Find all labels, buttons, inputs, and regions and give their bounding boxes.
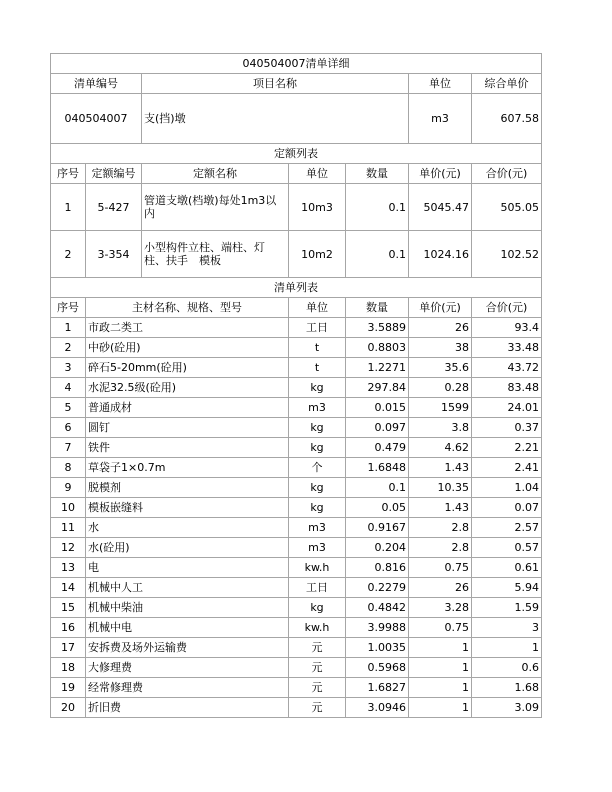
name-header: 项目名称 — [142, 74, 409, 94]
material-row-no: 5 — [51, 398, 86, 418]
material-row-unit: kg — [289, 418, 346, 438]
material-row-total: 3 — [472, 618, 542, 638]
material-row-no: 8 — [51, 458, 86, 478]
material-row-qty: 0.9167 — [346, 518, 409, 538]
material-row-price: 1.43 — [409, 498, 472, 518]
quota-row-code: 5-427 — [86, 184, 142, 231]
quota-column-header: 单价(元) — [409, 164, 472, 184]
material-row-unit: m3 — [289, 518, 346, 538]
material-row-name: 水 — [86, 518, 289, 538]
material-row-qty: 0.479 — [346, 438, 409, 458]
material-row-price: 10.35 — [409, 478, 472, 498]
material-row — [51, 458, 542, 478]
material-row-total: 0.07 — [472, 498, 542, 518]
material-row-price: 0.75 — [409, 618, 472, 638]
quota-column-header: 定额名称 — [142, 164, 289, 184]
material-row — [51, 538, 542, 558]
material-row-total: 1.59 — [472, 598, 542, 618]
quota-row-name: 管道支墩(档墩)每处1m3以内 — [142, 184, 289, 231]
material-row-no: 2 — [51, 338, 86, 358]
material-row-qty: 0.816 — [346, 558, 409, 578]
material-row-no: 11 — [51, 518, 86, 538]
material-row-total: 24.01 — [472, 398, 542, 418]
material-column-header: 单位 — [289, 298, 346, 318]
material-row — [51, 558, 542, 578]
material-row-name: 铁件 — [86, 438, 289, 458]
material-row-qty: 0.8803 — [346, 338, 409, 358]
quota-row-qty: 0.1 — [346, 231, 409, 278]
material-row-price: 0.28 — [409, 378, 472, 398]
material-row-name: 模板嵌缝料 — [86, 498, 289, 518]
material-column-header: 主材名称、规格、型号 — [86, 298, 289, 318]
material-row-name: 大修理费 — [86, 658, 289, 678]
material-row — [51, 378, 542, 398]
material-row — [51, 698, 542, 718]
material-row-price: 38 — [409, 338, 472, 358]
material-row-no: 12 — [51, 538, 86, 558]
material-row-total: 1 — [472, 638, 542, 658]
material-row-no: 4 — [51, 378, 86, 398]
item-unit: m3 — [409, 94, 472, 144]
material-row-no: 14 — [51, 578, 86, 598]
material-row — [51, 678, 542, 698]
material-row-no: 17 — [51, 638, 86, 658]
material-row-unit: 个 — [289, 458, 346, 478]
material-row-total: 93.4 — [472, 318, 542, 338]
material-row — [51, 578, 542, 598]
material-row-name: 经常修理费 — [86, 678, 289, 698]
material-row-no: 13 — [51, 558, 86, 578]
material-row-price: 1599 — [409, 398, 472, 418]
material-row-price: 26 — [409, 318, 472, 338]
quota-column-header: 定额编号 — [86, 164, 142, 184]
material-row — [51, 418, 542, 438]
quota-column-header: 合价(元) — [472, 164, 542, 184]
material-row — [51, 518, 542, 538]
material-row-name: 机械中柴油 — [86, 598, 289, 618]
material-row-name: 安拆费及场外运输费 — [86, 638, 289, 658]
material-row-qty: 3.5889 — [346, 318, 409, 338]
material-row-name: 电 — [86, 558, 289, 578]
material-row-price: 2.8 — [409, 538, 472, 558]
quota-row — [51, 184, 542, 231]
quota-row-no: 2 — [51, 231, 86, 278]
material-row-no: 15 — [51, 598, 86, 618]
material-row-qty: 297.84 — [346, 378, 409, 398]
material-row-name: 普通成材 — [86, 398, 289, 418]
material-row-price: 1 — [409, 658, 472, 678]
material-row-qty: 0.204 — [346, 538, 409, 558]
material-row-total: 3.09 — [472, 698, 542, 718]
quota-row-unit: 10m3 — [289, 184, 346, 231]
material-row-total: 0.37 — [472, 418, 542, 438]
quota-row-unit: 10m2 — [289, 231, 346, 278]
material-row-no: 6 — [51, 418, 86, 438]
material-column-header: 单价(元) — [409, 298, 472, 318]
material-row-qty: 1.6848 — [346, 458, 409, 478]
material-row-price: 4.62 — [409, 438, 472, 458]
material-row — [51, 338, 542, 358]
material-row-unit: 元 — [289, 678, 346, 698]
quota-row-qty: 0.1 — [346, 184, 409, 231]
material-row-total: 33.48 — [472, 338, 542, 358]
material-row-name: 圆钉 — [86, 418, 289, 438]
quota-row-total: 505.05 — [472, 184, 542, 231]
material-row-price: 1.43 — [409, 458, 472, 478]
material-column-header: 数量 — [346, 298, 409, 318]
material-row-name: 折旧费 — [86, 698, 289, 718]
material-row — [51, 498, 542, 518]
material-row-total: 1.04 — [472, 478, 542, 498]
material-row-no: 1 — [51, 318, 86, 338]
material-row-unit: kg — [289, 598, 346, 618]
material-row-unit: 元 — [289, 638, 346, 658]
material-row-qty: 3.9988 — [346, 618, 409, 638]
material-row-qty: 0.015 — [346, 398, 409, 418]
material-row — [51, 658, 542, 678]
material-row-total: 2.41 — [472, 458, 542, 478]
material-row-price: 1 — [409, 638, 472, 658]
material-row-no: 18 — [51, 658, 86, 678]
material-row-qty: 0.1 — [346, 478, 409, 498]
material-row-name: 脱模剂 — [86, 478, 289, 498]
quota-row — [51, 231, 542, 278]
item-price: 607.58 — [472, 94, 542, 144]
quota-row-total: 102.52 — [472, 231, 542, 278]
material-row-unit: t — [289, 338, 346, 358]
material-row-qty: 1.0035 — [346, 638, 409, 658]
quota-column-header: 单位 — [289, 164, 346, 184]
material-row-unit: 工日 — [289, 318, 346, 338]
unit-header: 单位 — [409, 74, 472, 94]
material-row-qty: 0.5968 — [346, 658, 409, 678]
material-row-total: 5.94 — [472, 578, 542, 598]
material-row-qty: 0.4842 — [346, 598, 409, 618]
material-row-qty: 0.05 — [346, 498, 409, 518]
quota-row-price: 1024.16 — [409, 231, 472, 278]
material-row-total: 43.72 — [472, 358, 542, 378]
quota-row-no: 1 — [51, 184, 86, 231]
material-row-qty: 1.2271 — [346, 358, 409, 378]
material-row-unit: t — [289, 358, 346, 378]
material-row-unit: kg — [289, 478, 346, 498]
material-row-unit: m3 — [289, 398, 346, 418]
material-row — [51, 318, 542, 338]
material-row-no: 16 — [51, 618, 86, 638]
quota-row-price: 5045.47 — [409, 184, 472, 231]
material-row — [51, 478, 542, 498]
material-section-title: 清单列表 — [51, 278, 542, 298]
material-row-qty: 1.6827 — [346, 678, 409, 698]
material-column-header: 合价(元) — [472, 298, 542, 318]
material-row — [51, 598, 542, 618]
page-title: 040504007清单详细 — [51, 54, 542, 74]
material-column-header: 序号 — [51, 298, 86, 318]
material-row-name: 水泥32.5级(砼用) — [86, 378, 289, 398]
material-row-price: 1 — [409, 698, 472, 718]
material-row-price: 1 — [409, 678, 472, 698]
material-row-unit: kg — [289, 438, 346, 458]
material-row-unit: kw.h — [289, 558, 346, 578]
material-row-price: 2.8 — [409, 518, 472, 538]
material-row-total: 83.48 — [472, 378, 542, 398]
material-row-unit: kg — [289, 378, 346, 398]
material-row-name: 机械中电 — [86, 618, 289, 638]
material-row-total: 0.57 — [472, 538, 542, 558]
material-row-name: 机械中人工 — [86, 578, 289, 598]
material-row-no: 10 — [51, 498, 86, 518]
material-row — [51, 638, 542, 658]
material-row — [51, 438, 542, 458]
material-row-price: 3.28 — [409, 598, 472, 618]
material-row-name: 市政二类工 — [86, 318, 289, 338]
quota-column-header: 序号 — [51, 164, 86, 184]
material-row-total: 2.21 — [472, 438, 542, 458]
material-row-price: 35.6 — [409, 358, 472, 378]
material-row-name: 碎石5-20mm(砼用) — [86, 358, 289, 378]
material-row-price: 0.75 — [409, 558, 472, 578]
material-row-qty: 0.097 — [346, 418, 409, 438]
material-row-name: 中砂(砼用) — [86, 338, 289, 358]
quota-row-code: 3-354 — [86, 231, 142, 278]
material-row-no: 9 — [51, 478, 86, 498]
material-row-no: 3 — [51, 358, 86, 378]
material-row-total: 2.57 — [472, 518, 542, 538]
material-row-no: 20 — [51, 698, 86, 718]
price-header: 综合单价 — [472, 74, 542, 94]
material-row-unit: kw.h — [289, 618, 346, 638]
material-row-unit: 工日 — [289, 578, 346, 598]
material-row-total: 0.61 — [472, 558, 542, 578]
material-row — [51, 358, 542, 378]
material-row — [51, 618, 542, 638]
material-row-no: 19 — [51, 678, 86, 698]
material-row-price: 3.8 — [409, 418, 472, 438]
material-row-no: 7 — [51, 438, 86, 458]
material-row-name: 水(砼用) — [86, 538, 289, 558]
material-row-name: 草袋子1×0.7m — [86, 458, 289, 478]
material-row-unit: 元 — [289, 698, 346, 718]
detail-table — [50, 53, 542, 718]
code-header: 清单编号 — [51, 74, 142, 94]
material-row — [51, 398, 542, 418]
item-name: 支(挡)墩 — [142, 94, 409, 144]
material-row-unit: m3 — [289, 538, 346, 558]
material-row-total: 1.68 — [472, 678, 542, 698]
quota-section-title: 定额列表 — [51, 144, 542, 164]
material-row-unit: kg — [289, 498, 346, 518]
material-row-price: 26 — [409, 578, 472, 598]
material-row-unit: 元 — [289, 658, 346, 678]
material-row-qty: 3.0946 — [346, 698, 409, 718]
quota-row-name: 小型构件立柱、端柱、灯柱、扶手 模板 — [142, 231, 289, 278]
item-code: 040504007 — [51, 94, 142, 144]
material-row-total: 0.6 — [472, 658, 542, 678]
quota-column-header: 数量 — [346, 164, 409, 184]
material-row-qty: 0.2279 — [346, 578, 409, 598]
